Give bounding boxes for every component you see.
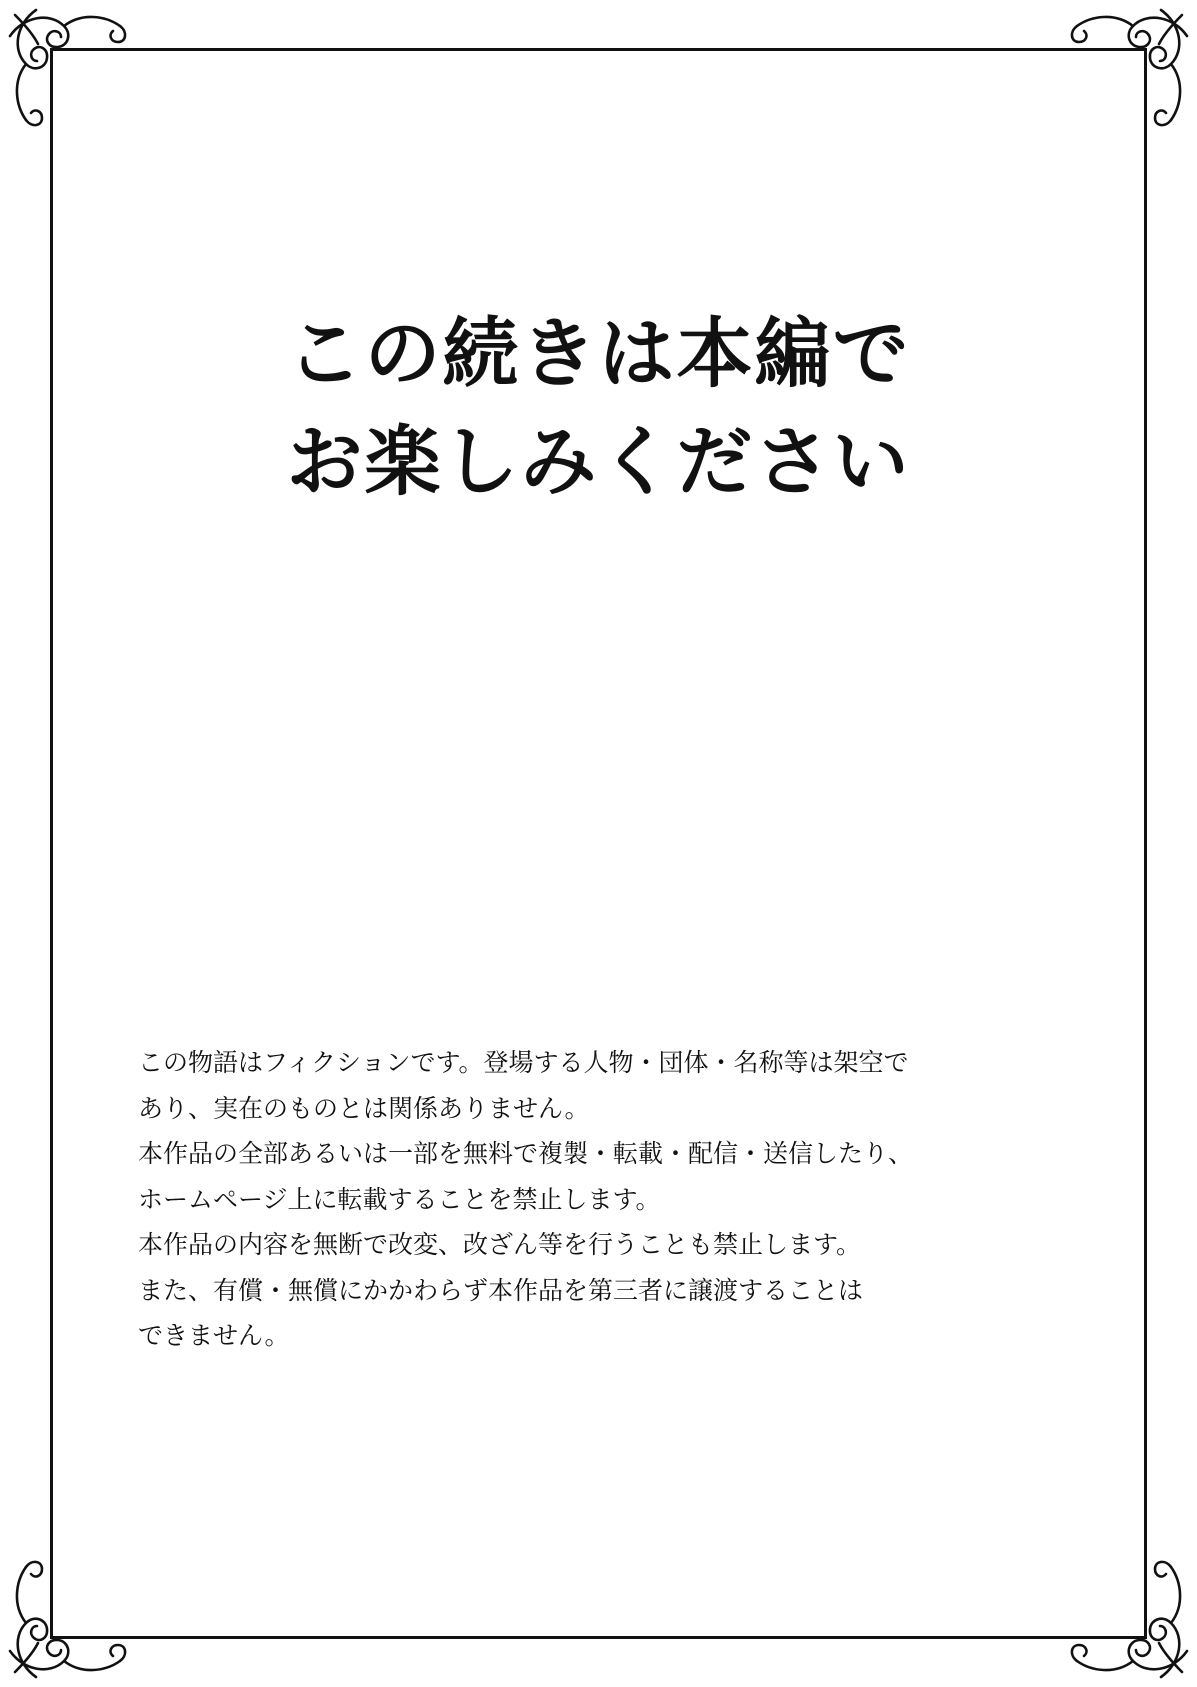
notice-line: 本作品の内容を無断で改変、改ざん等を行うことも禁止します。 xyxy=(138,1230,862,1259)
notice-line: また、有償・無償にかかわらず本作品を第三者に譲渡することは xyxy=(138,1275,864,1305)
notice-line: ホームページ上に転載することを禁止します。 xyxy=(138,1184,661,1214)
notice-line: 本作品の全部あるいは一部を無料で複製・転載・配信・送信したり、 xyxy=(138,1139,914,1168)
notice-line: できません。 xyxy=(138,1321,290,1350)
headline-line-1: この続きは本編で xyxy=(286,309,911,398)
headline-block xyxy=(0,300,1197,516)
headline-line-2: お楽しみください xyxy=(286,416,911,506)
notice-line: あり、実在のものとは関係ありません。 xyxy=(138,1093,590,1123)
legal-notice-block xyxy=(138,1040,988,1359)
page-border-frame xyxy=(50,48,1147,1639)
notice-line: この物語はフィクションです。登場する人物・団体・名称等は架空で xyxy=(138,1048,909,1077)
